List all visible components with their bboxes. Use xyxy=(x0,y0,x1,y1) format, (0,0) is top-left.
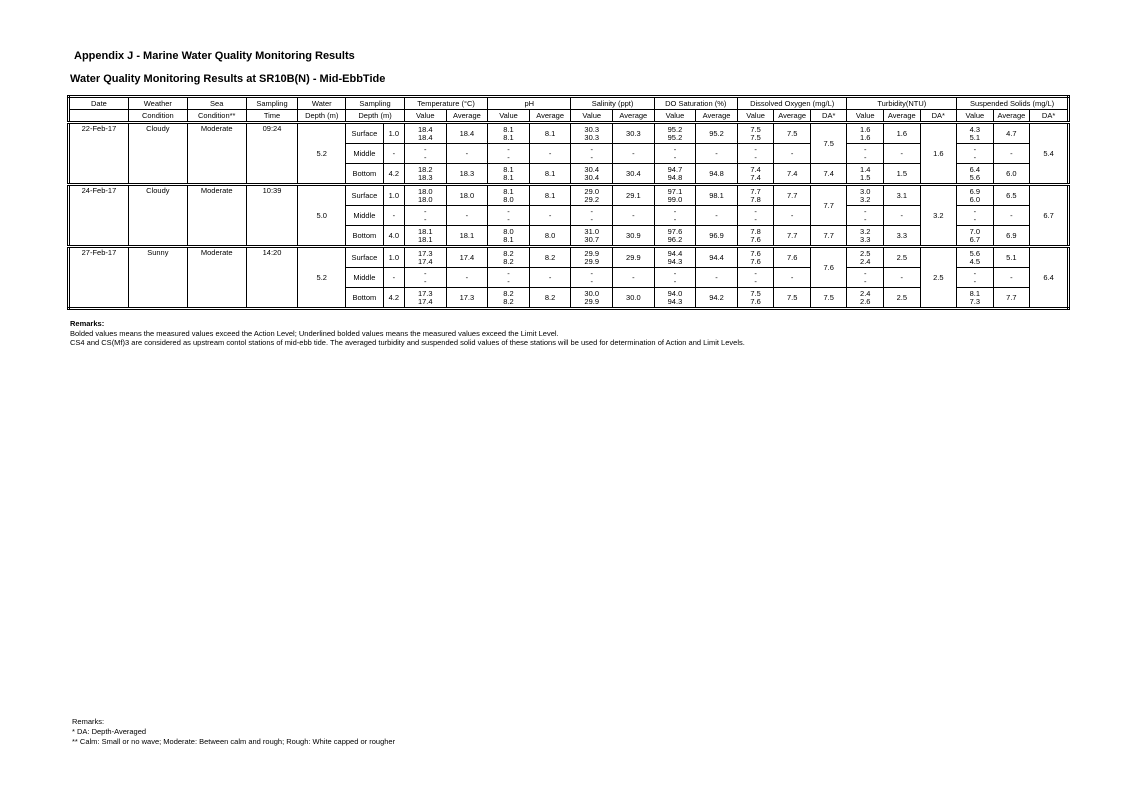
header-temperature: Temperature (°C) xyxy=(404,97,487,110)
cell-level: Surface xyxy=(346,185,384,206)
cell-sea: Moderate xyxy=(187,123,246,185)
table-row xyxy=(69,247,1069,268)
cell-turb-average: 2.5 xyxy=(884,247,921,268)
cell-ph-average: 8.1 xyxy=(529,185,571,206)
cell-ss-average: 6.9 xyxy=(993,226,1030,247)
cell-date: 24-Feb-17 xyxy=(69,185,129,247)
header-sampling-depth-m: Depth (m) xyxy=(346,110,405,123)
header-ph-average: Average xyxy=(529,110,571,123)
cell-dosat-average: - xyxy=(696,144,738,164)
header-ss-value: Value xyxy=(957,110,994,123)
cell-ph-value: 8.1 8.1 xyxy=(488,164,530,185)
cell-turb-average: - xyxy=(884,268,921,288)
header-sal-value: Value xyxy=(571,110,613,123)
cell-ss-da: 6.7 xyxy=(1030,185,1069,247)
cell-ss-value: 8.1 7.3 xyxy=(957,288,994,309)
cell-sal-average: 29.9 xyxy=(613,247,655,268)
cell-turb-value: 2.4 2.6 xyxy=(847,288,884,309)
header-ss-average: Average xyxy=(993,110,1030,123)
cell-temp-value: 18.2 18.3 xyxy=(404,164,446,185)
cell-sal-value: 31.0 30.7 xyxy=(571,226,613,247)
cell-water-depth: 5.2 xyxy=(298,123,346,185)
cell-turb-average: 1.6 xyxy=(884,123,921,144)
cell-turb-average: - xyxy=(884,206,921,226)
cell-ss-average: - xyxy=(993,144,1030,164)
cell-dosat-value: - - xyxy=(654,206,696,226)
remarks-block xyxy=(70,319,745,348)
cell-level: Surface xyxy=(346,247,384,268)
cell-turb-average: 1.5 xyxy=(884,164,921,185)
cell-temp-value: 18.4 18.4 xyxy=(404,123,446,144)
remarks-line-1: Bolded values means the measured values exceed the Action Level; Underlined bolded values means the measured values exceed the Limit Level. xyxy=(70,328,559,338)
cell-depth: 1.0 xyxy=(383,247,404,268)
cell-turb-value: - - xyxy=(847,268,884,288)
cell-ph-average: 8.0 xyxy=(529,226,571,247)
cell-ss-value: - - xyxy=(957,144,994,164)
cell-dosat-value: - - xyxy=(654,268,696,288)
cell-dosat-average: - xyxy=(696,268,738,288)
header-turbidity: Turbidity(NTU) xyxy=(847,97,957,110)
cell-temp-value: 18.0 18.0 xyxy=(404,185,446,206)
cell-turb-value: - - xyxy=(847,206,884,226)
cell-turb-da: 2.5 xyxy=(920,247,957,309)
cell-depth: - xyxy=(383,206,404,226)
cell-water-depth: 5.0 xyxy=(298,185,346,247)
cell-ss-da: 5.4 xyxy=(1030,123,1069,185)
water-quality-table xyxy=(67,95,1070,310)
cell-do-da: 7.7 xyxy=(810,185,847,226)
header-turb-da: DA* xyxy=(920,110,957,123)
cell-do-average: 7.5 xyxy=(774,288,811,309)
cell-temp-value: 17.3 17.4 xyxy=(404,288,446,309)
cell-sal-average: - xyxy=(613,268,655,288)
cell-dosat-value: 97.1 99.0 xyxy=(654,185,696,206)
table-title: Water Quality Monitoring Results at SR10B(N) - Mid-EbbTide xyxy=(70,73,386,85)
cell-turb-value: 1.6 1.6 xyxy=(847,123,884,144)
cell-ss-value: - - xyxy=(957,206,994,226)
cell-sal-value: - - xyxy=(571,144,613,164)
cell-sal-value: 30.3 30.3 xyxy=(571,123,613,144)
cell-ss-da: 6.4 xyxy=(1030,247,1069,309)
cell-level: Middle xyxy=(346,268,384,288)
cell-water-depth: 5.2 xyxy=(298,247,346,309)
cell-dosat-value: 94.4 94.3 xyxy=(654,247,696,268)
cell-ph-value: 8.0 8.1 xyxy=(488,226,530,247)
cell-ss-value: 6.9 6.0 xyxy=(957,185,994,206)
cell-sal-value: - - xyxy=(571,268,613,288)
cell-ph-value: - - xyxy=(488,206,530,226)
cell-dosat-value: 97.6 96.2 xyxy=(654,226,696,247)
cell-temp-value: 18.1 18.1 xyxy=(404,226,446,247)
header-dissolved-oxygen: Dissolved Oxygen (mg/L) xyxy=(737,97,847,110)
cell-turb-da: 1.6 xyxy=(920,123,957,185)
cell-temp-average: 18.4 xyxy=(446,123,488,144)
header-row-2 xyxy=(69,110,1069,123)
cell-ph-value: 8.2 8.2 xyxy=(488,247,530,268)
header-dosat-average: Average xyxy=(696,110,738,123)
cell-turb-value: 2.5 2.4 xyxy=(847,247,884,268)
cell-turb-average: 3.1 xyxy=(884,185,921,206)
cell-temp-average: 17.3 xyxy=(446,288,488,309)
cell-dosat-average: 94.2 xyxy=(696,288,738,309)
header-ss-da: DA* xyxy=(1030,110,1069,123)
cell-ph-value: 8.1 8.1 xyxy=(488,123,530,144)
cell-dosat-value: 94.0 94.3 xyxy=(654,288,696,309)
cell-do-average: - xyxy=(774,144,811,164)
cell-depth: 4.2 xyxy=(383,164,404,185)
cell-ph-value: - - xyxy=(488,144,530,164)
cell-do-average: 7.7 xyxy=(774,226,811,247)
cell-turb-value: 3.2 3.3 xyxy=(847,226,884,247)
footnote-sea-condition: ** Calm: Small or no wave; Moderate: Between calm and rough; Rough: White capped or rougher xyxy=(72,737,396,746)
cell-do-bottom-da: 7.4 xyxy=(810,164,847,185)
cell-level: Bottom xyxy=(346,164,384,185)
header-row-1 xyxy=(69,97,1069,110)
appendix-title: Appendix J - Marine Water Quality Monitoring Results xyxy=(74,50,355,62)
cell-dosat-average: 95.2 xyxy=(696,123,738,144)
cell-temp-value: - - xyxy=(404,206,446,226)
header-weather: Weather xyxy=(128,97,187,110)
remarks-line-2: CS4 and CS(Mf)3 are considered as upstream contol stations of mid-ebb tide. The averaged turbidity and suspended solid values of these stations will be used for determination of Action and Limit Levels. xyxy=(70,338,745,347)
cell-do-value: 7.8 7.6 xyxy=(737,226,774,247)
cell-level: Middle xyxy=(346,144,384,164)
header-turb-value: Value xyxy=(847,110,884,123)
cell-turb-average: - xyxy=(884,144,921,164)
cell-do-average: - xyxy=(774,206,811,226)
cell-weather: Cloudy xyxy=(128,123,187,185)
cell-do-bottom-da: 7.5 xyxy=(810,288,847,309)
cell-do-value: - - xyxy=(737,268,774,288)
cell-turb-value: 3.0 3.2 xyxy=(847,185,884,206)
cell-do-value: 7.5 7.6 xyxy=(737,288,774,309)
cell-ss-average: 5.1 xyxy=(993,247,1030,268)
cell-do-value: 7.4 7.4 xyxy=(737,164,774,185)
cell-turb-average: 2.5 xyxy=(884,288,921,309)
cell-temp-average: 18.0 xyxy=(446,185,488,206)
cell-sal-average: 30.9 xyxy=(613,226,655,247)
cell-sal-value: 29.9 29.9 xyxy=(571,247,613,268)
cell-do-value: 7.6 7.6 xyxy=(737,247,774,268)
cell-temp-average: 18.3 xyxy=(446,164,488,185)
cell-ss-average: 6.0 xyxy=(993,164,1030,185)
cell-do-da: 7.6 xyxy=(810,247,847,288)
cell-depth: 1.0 xyxy=(383,123,404,144)
cell-do-average: 7.5 xyxy=(774,123,811,144)
remarks-heading: Remarks: xyxy=(70,319,105,328)
cell-ss-value: 5.6 4.5 xyxy=(957,247,994,268)
cell-ph-value: - - xyxy=(488,268,530,288)
cell-ss-average: - xyxy=(993,268,1030,288)
header-salinity: Salinity (ppt) xyxy=(571,97,654,110)
cell-do-average: 7.4 xyxy=(774,164,811,185)
header-depth-m: Depth (m) xyxy=(298,110,346,123)
header-do-da: DA* xyxy=(810,110,847,123)
table-row xyxy=(69,185,1069,206)
header-do-average: Average xyxy=(774,110,811,123)
header-ph-value: Value xyxy=(488,110,530,123)
cell-turb-average: 3.3 xyxy=(884,226,921,247)
cell-sea: Moderate xyxy=(187,247,246,309)
cell-dosat-average: 94.4 xyxy=(696,247,738,268)
cell-level: Surface xyxy=(346,123,384,144)
cell-level: Middle xyxy=(346,206,384,226)
cell-do-value: - - xyxy=(737,144,774,164)
cell-ss-value: 4.3 5.1 xyxy=(957,123,994,144)
cell-dosat-average: 98.1 xyxy=(696,185,738,206)
cell-do-da: 7.5 xyxy=(810,123,847,164)
cell-ss-value: - - xyxy=(957,268,994,288)
cell-time: 09:24 xyxy=(246,123,298,185)
cell-dosat-average: - xyxy=(696,206,738,226)
cell-date: 22-Feb-17 xyxy=(69,123,129,185)
cell-depth: 1.0 xyxy=(383,185,404,206)
cell-do-value: 7.7 7.8 xyxy=(737,185,774,206)
cell-temp-average: - xyxy=(446,268,488,288)
cell-sal-average: - xyxy=(613,206,655,226)
cell-dosat-value: - - xyxy=(654,144,696,164)
cell-temp-value: - - xyxy=(404,144,446,164)
cell-ph-average: - xyxy=(529,144,571,164)
cell-sal-value: 29.0 29.2 xyxy=(571,185,613,206)
header-sampling-depth: Sampling xyxy=(346,97,405,110)
cell-ph-average: 8.1 xyxy=(529,123,571,144)
cell-ss-average: 4.7 xyxy=(993,123,1030,144)
header-sea-condition: Condition** xyxy=(187,110,246,123)
cell-depth: - xyxy=(383,268,404,288)
cell-ss-average: 6.5 xyxy=(993,185,1030,206)
cell-ph-average: 8.2 xyxy=(529,247,571,268)
cell-weather: Cloudy xyxy=(128,185,187,247)
header-date-blank xyxy=(69,110,129,123)
cell-sal-average: 30.3 xyxy=(613,123,655,144)
cell-depth: 4.0 xyxy=(383,226,404,247)
water-quality-table-container xyxy=(67,95,1070,310)
cell-depth: 4.2 xyxy=(383,288,404,309)
cell-weather: Sunny xyxy=(128,247,187,309)
cell-ph-value: 8.2 8.2 xyxy=(488,288,530,309)
header-time: Time xyxy=(246,110,298,123)
header-do-value: Value xyxy=(737,110,774,123)
footnotes-block xyxy=(72,717,395,747)
cell-do-average: - xyxy=(774,268,811,288)
cell-date: 27-Feb-17 xyxy=(69,247,129,309)
cell-dosat-value: 95.2 95.2 xyxy=(654,123,696,144)
header-suspended-solids: Suspended Solids (mg/L) xyxy=(957,97,1069,110)
cell-do-value: - - xyxy=(737,206,774,226)
table-row xyxy=(69,123,1069,144)
cell-depth: - xyxy=(383,144,404,164)
header-sal-average: Average xyxy=(613,110,655,123)
cell-turb-value: - - xyxy=(847,144,884,164)
cell-dosat-value: 94.7 94.8 xyxy=(654,164,696,185)
cell-temp-average: - xyxy=(446,144,488,164)
cell-ph-average: - xyxy=(529,268,571,288)
cell-time: 14:20 xyxy=(246,247,298,309)
cell-level: Bottom xyxy=(346,226,384,247)
header-date: Date xyxy=(69,97,129,110)
header-temp-average: Average xyxy=(446,110,488,123)
cell-ph-value: 8.1 8.0 xyxy=(488,185,530,206)
cell-turb-da: 3.2 xyxy=(920,185,957,247)
cell-do-bottom-da: 7.7 xyxy=(810,226,847,247)
cell-sal-average: 30.0 xyxy=(613,288,655,309)
header-turb-average: Average xyxy=(884,110,921,123)
cell-temp-average: 18.1 xyxy=(446,226,488,247)
cell-sal-average: - xyxy=(613,144,655,164)
cell-sal-average: 29.1 xyxy=(613,185,655,206)
cell-ss-average: 7.7 xyxy=(993,288,1030,309)
footnotes-heading: Remarks: xyxy=(72,717,105,726)
header-weather-condition: Condition xyxy=(128,110,187,123)
cell-temp-value: 17.3 17.4 xyxy=(404,247,446,268)
header-water-depth: Water xyxy=(298,97,346,110)
cell-do-value: 7.5 7.5 xyxy=(737,123,774,144)
cell-ss-value: 6.4 5.6 xyxy=(957,164,994,185)
cell-do-average: 7.6 xyxy=(774,247,811,268)
cell-sea: Moderate xyxy=(187,185,246,247)
header-do-saturation: DO Saturation (%) xyxy=(654,97,737,110)
cell-time: 10:39 xyxy=(246,185,298,247)
cell-dosat-average: 94.8 xyxy=(696,164,738,185)
cell-level: Bottom xyxy=(346,288,384,309)
cell-dosat-average: 96.9 xyxy=(696,226,738,247)
header-temp-value: Value xyxy=(404,110,446,123)
cell-ph-average: 8.1 xyxy=(529,164,571,185)
cell-ph-average: 8.2 xyxy=(529,288,571,309)
cell-ph-average: - xyxy=(529,206,571,226)
cell-do-average: 7.7 xyxy=(774,185,811,206)
cell-temp-value: - - xyxy=(404,268,446,288)
header-dosat-value: Value xyxy=(654,110,696,123)
cell-sal-value: 30.0 29.9 xyxy=(571,288,613,309)
cell-ss-average: - xyxy=(993,206,1030,226)
cell-sal-average: 30.4 xyxy=(613,164,655,185)
header-sea: Sea xyxy=(187,97,246,110)
cell-sal-value: 30.4 30.4 xyxy=(571,164,613,185)
cell-temp-average: - xyxy=(446,206,488,226)
cell-turb-value: 1.4 1.5 xyxy=(847,164,884,185)
cell-temp-average: 17.4 xyxy=(446,247,488,268)
header-sampling-time: Sampling xyxy=(246,97,298,110)
cell-sal-value: - - xyxy=(571,206,613,226)
footnote-da: * DA: Depth-Averaged xyxy=(72,727,147,736)
cell-ss-value: 7.0 6.7 xyxy=(957,226,994,247)
header-ph: pH xyxy=(488,97,571,110)
